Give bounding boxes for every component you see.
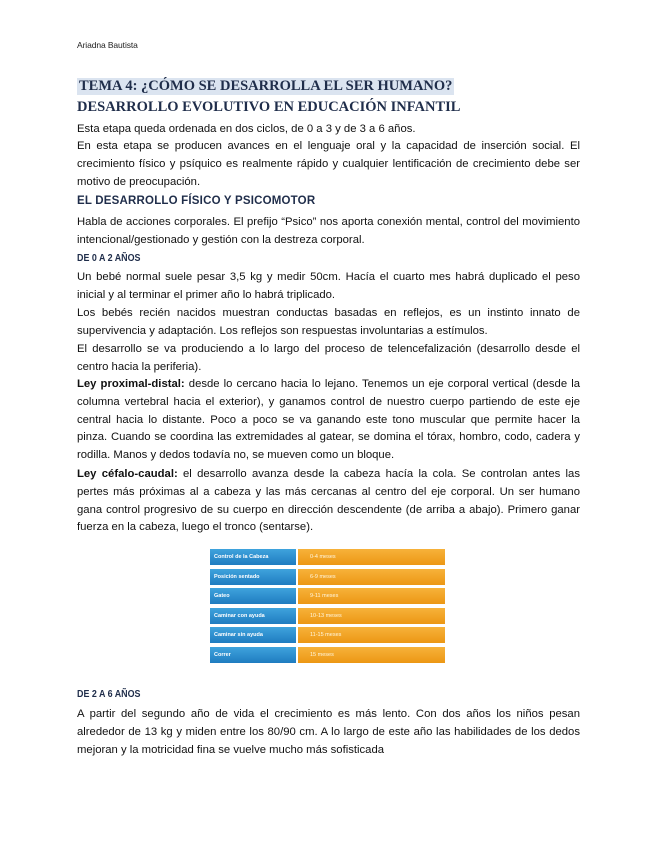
age-0-2-title: DE 0 A 2 AÑOS [77, 252, 141, 264]
law-cephalo-caudal-text: el desarrollo avanza desde la cabeza hacía la cola. Se controlan antes las pertes más próximas al a cabeza y las más cercanas al centro del eje corporal. Un ser humano gana control progresivo de su cuerpo en dirección descendente (de arriba a abajo). Primero ganar fuerza en la cabeza, luego el tronco (sentarse). [77, 468, 580, 534]
law-cephalo-caudal-label: Ley céfalo-caudal: [77, 468, 178, 480]
milestone-value: 0-4 meses [298, 549, 445, 565]
physical-development-title: EL DESARROLLO FÍSICO Y PSICOMOTOR [77, 195, 316, 207]
milestone-row [210, 647, 445, 663]
motor-milestones-table [210, 549, 445, 666]
age-0-2-paragraph-2: Los bebés recién nacidos muestran conductas basadas en reflejos, es un instinto innato de supervivencia y adaptación. Los reflejos son respuestas involuntarias a estímulos. [77, 307, 580, 337]
milestone-value: 15 meses [298, 647, 445, 663]
intro-paragraph-1: Esta etapa queda ordenada en dos ciclos, de 0 a 3 y de 3 a 6 años. [77, 123, 416, 135]
milestone-value: 6-9 meses [298, 569, 445, 585]
age-0-2-paragraph-3: El desarrollo se va produciendo a lo largo del proceso de telencefalización (desarrollo desde el centro hacia la periferia). [77, 343, 580, 373]
milestone-label: Correr [210, 647, 296, 663]
intro-paragraph-2: En esta etapa se producen avances en el lenguaje oral y la capacidad de inserción social. El crecimiento físico y psíquico es realmente rápido y cualquier lentificación de crecimiento debe ser motivo de preocupación. [77, 140, 580, 188]
milestone-label: Caminar con ayuda [210, 608, 296, 624]
milestone-label: Caminar sin ayuda [210, 627, 296, 643]
milestone-row [210, 588, 445, 604]
milestone-value: 10-13 meses [298, 608, 445, 624]
law-proximal-distal-text: desde lo cercano hacia lo lejano. Tenemos un eje corporal vertical (desde la columna vertebral hacia el exterior), y ganamos control de nuestro cuerpo partiendo de este eje central hacia lo distante. Poco a poco se va ganando este tono muscular que permite hacer la pinza. Cuando se coordina las extremidades al gatear, se domina el tórax, hombro, codo, cadera y rodilla. Manos y dedos todavía no, se mueven como un bloque. [77, 378, 580, 462]
milestone-row [210, 569, 445, 585]
author-header: Ariadna Bautista [77, 40, 138, 50]
milestone-row [210, 627, 445, 643]
milestone-value: 9-11 meses [298, 588, 445, 604]
age-2-6-paragraph-1: A partir del segundo año de vida el crecimiento es más lento. Con dos años los niños pesan alrededor de 13 kg y miden entre los 80/90 cm. A lo largo de este año las habilidades de los dedos mejoran y la motricidad fina se vuelve mucho más sofisticada [77, 708, 580, 756]
milestone-label: Gateo [210, 588, 296, 604]
topic-title: TEMA 4: ¿CÓMO SE DESARROLLA EL SER HUMANO? [79, 78, 453, 94]
section-title: DESARROLLO EVOLUTIVO EN EDUCACIÓN INFANTIL [77, 99, 461, 115]
milestone-row [210, 549, 445, 565]
milestone-label: Posición sentado [210, 569, 296, 585]
milestone-row [210, 608, 445, 624]
age-0-2-paragraph-1: Un bebé normal suele pesar 3,5 kg y medir 50cm. Hacía el cuarto mes habrá duplicado el peso inicial y al terminar el primer año lo habrá triplicado. [77, 271, 580, 301]
law-proximal-distal-label: Ley proximal-distal: [77, 378, 185, 390]
law-cephalo-caudal [77, 466, 580, 537]
milestone-value: 11-15 meses [298, 627, 445, 643]
physical-paragraph-1: Habla de acciones corporales. El prefijo “Psico” nos aporta conexión mental, control del movimiento intencional/gestionado y gestión con la destreza corporal. [77, 216, 580, 246]
age-2-6-title: DE 2 A 6 AÑOS [77, 688, 141, 700]
law-proximal-distal [77, 376, 580, 465]
milestone-label: Control de la Cabeza [210, 549, 296, 565]
